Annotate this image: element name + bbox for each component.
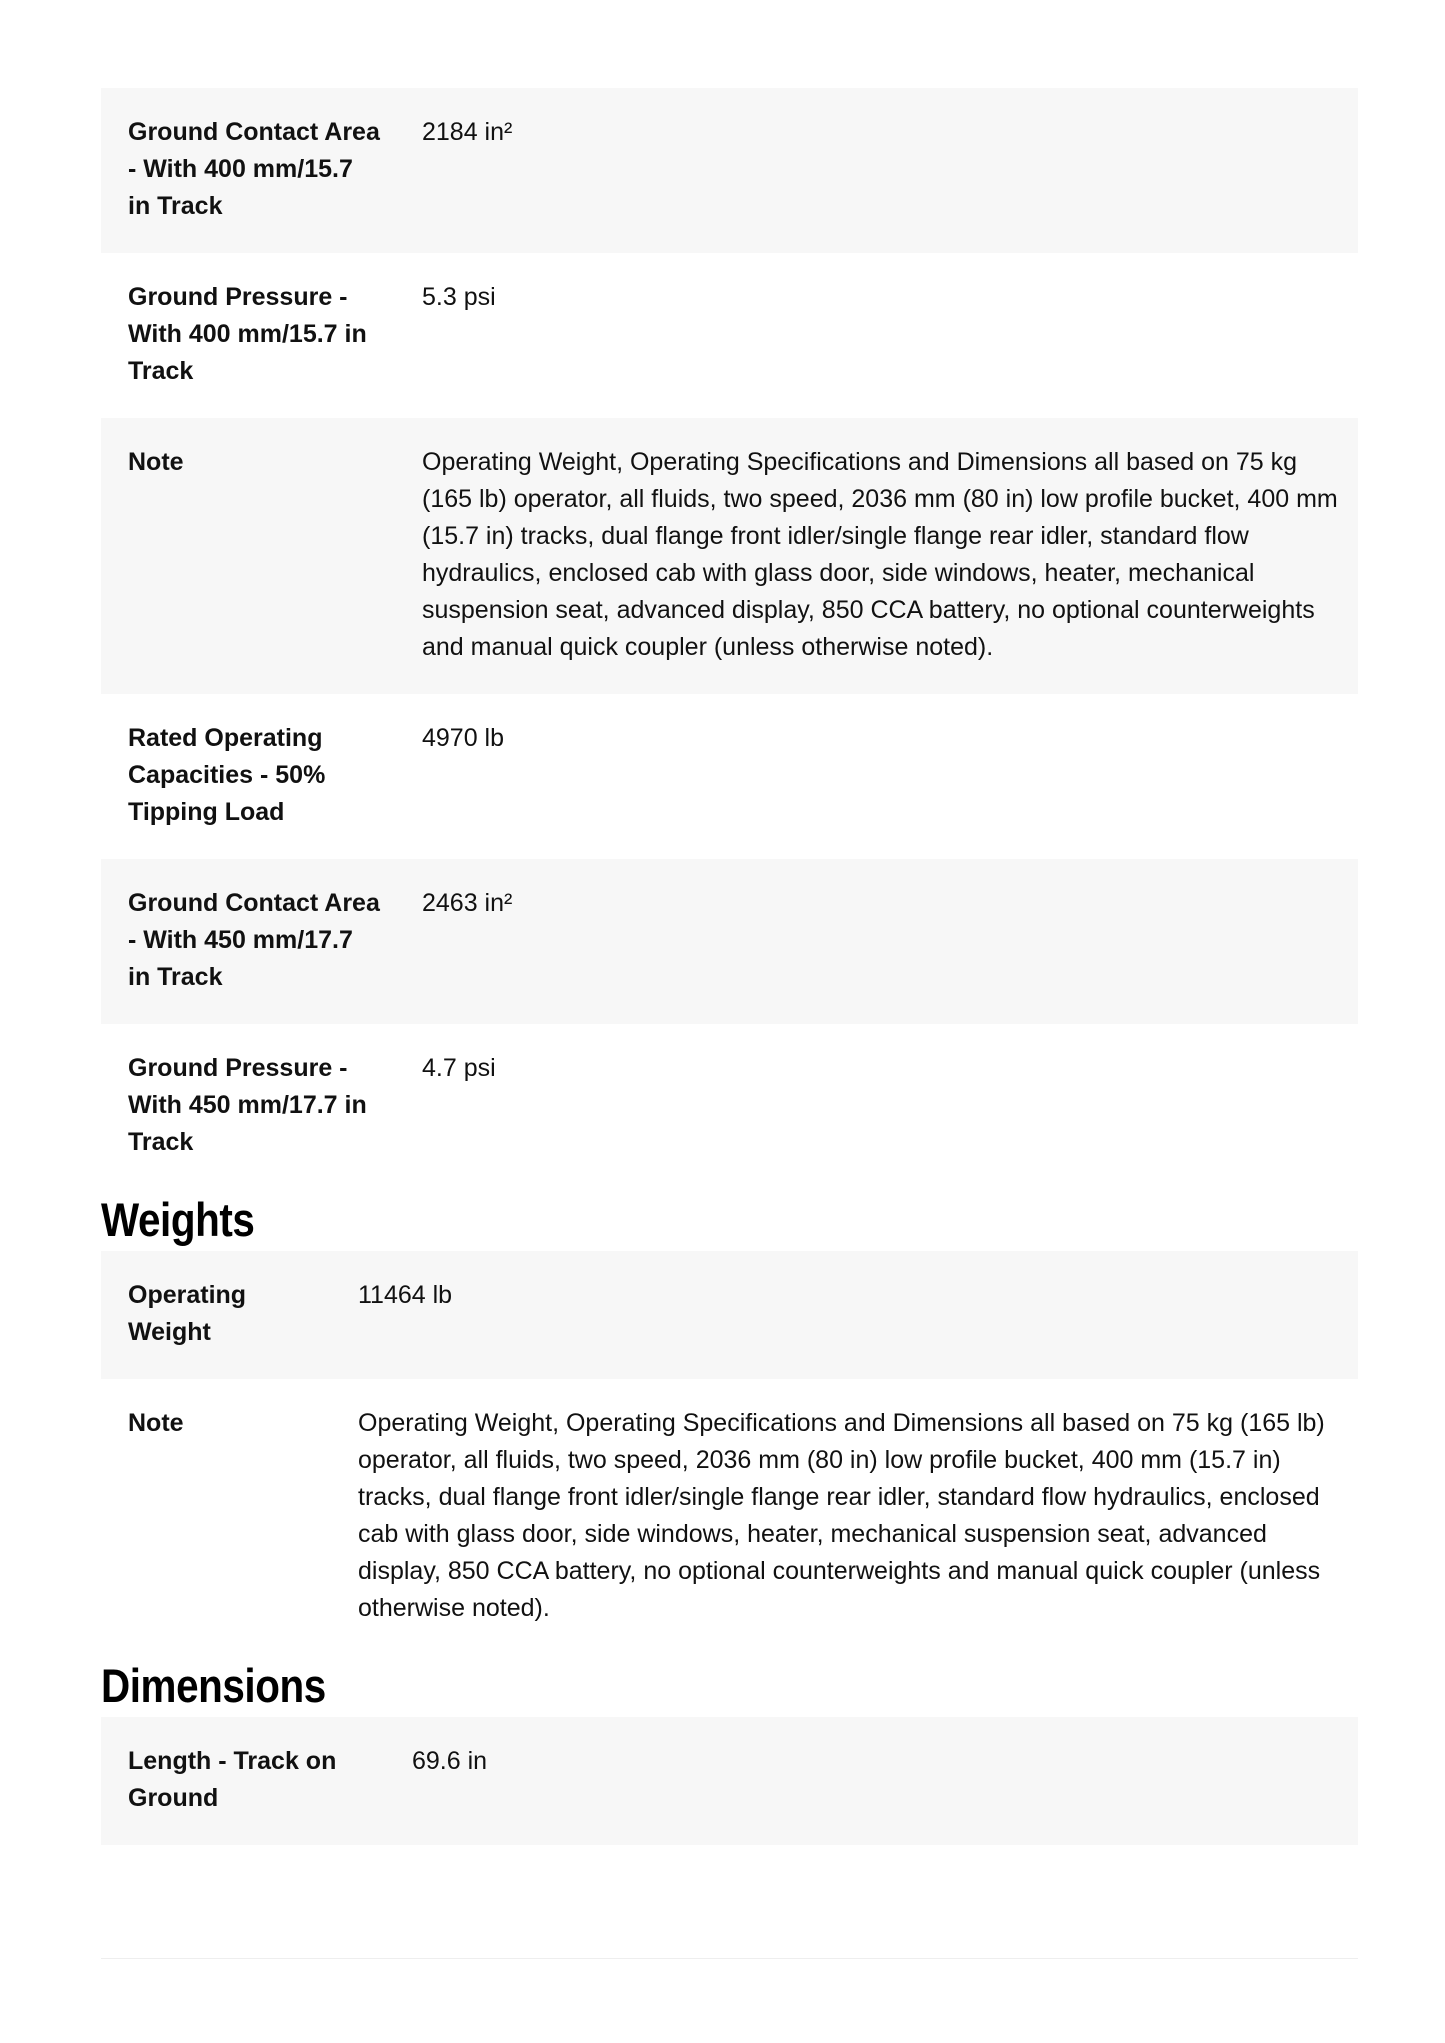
table-row	[101, 694, 1358, 859]
spec-label: Note	[128, 1409, 184, 1437]
spec-value: 4.7 psi	[422, 1054, 496, 1082]
section-heading-weights: Weights	[101, 1193, 255, 1246]
spec-label: Rated Operating Capacities - 50% Tipping Load	[128, 724, 326, 826]
spec-table-operating	[101, 88, 1358, 1189]
table-row	[101, 1251, 1358, 1379]
table-row	[101, 1024, 1358, 1189]
spec-label: Length - Track on Ground	[101, 1717, 385, 1845]
section-heading-dimensions: Dimensions	[101, 1659, 326, 1712]
spec-value: 2463 in²	[395, 859, 1358, 1024]
spec-label: Ground Pressure - With 450 mm/17.7 in Track	[128, 1054, 367, 1156]
spec-page	[101, 88, 1358, 1845]
spec-value: 69.6 in	[385, 1717, 1358, 1845]
spec-label: Ground Contact Area - With 450 mm/17.7 in Track	[101, 859, 395, 1024]
table-row	[101, 1379, 1358, 1655]
table-row	[101, 418, 1358, 694]
spec-value: 11464 lb	[331, 1251, 1358, 1379]
spec-value: 5.3 psi	[422, 283, 496, 311]
table-row	[101, 1717, 1358, 1845]
table-row	[101, 253, 1358, 418]
spec-value: Operating Weight, Operating Specifications and Dimensions all based on 75 kg (165 lb) operator, all fluids, two speed, 2036 mm (80 in) low profile bucket, 400 mm (15.7 in) tracks, dual flange front idler/single flange rear idler, standard flow hydraulics, enclosed cab with glass door, side windows, heater, mechanical suspension seat, advanced display, 850 CCA battery, no optional counterweights and manual quick coupler (unless otherwise noted).	[358, 1409, 1325, 1622]
spec-label: Ground Contact Area - With 400 mm/15.7 in Track	[101, 88, 395, 253]
spec-label: Note	[101, 418, 395, 694]
spec-table-weights	[101, 1251, 1358, 1655]
divider	[101, 1958, 1358, 1959]
spec-label: Operating Weight	[101, 1251, 331, 1379]
spec-label: Ground Pressure - With 400 mm/15.7 in Track	[128, 283, 367, 385]
spec-value: Operating Weight, Operating Specifications and Dimensions all based on 75 kg (165 lb) operator, all fluids, two speed, 2036 mm (80 in) low profile bucket, 400 mm (15.7 in) tracks, dual flange front idler/single flange rear idler, standard flow hydraulics, enclosed cab with glass door, side windows, heater, mechanical suspension seat, advanced display, 850 CCA battery, no optional counterweights and manual quick coupler (unless otherwise noted).	[395, 418, 1358, 694]
table-row	[101, 88, 1358, 253]
spec-value: 2184 in²	[395, 88, 1358, 253]
spec-table-dimensions	[101, 1717, 1358, 1845]
spec-value: 4970 lb	[422, 724, 505, 752]
table-row	[101, 859, 1358, 1024]
